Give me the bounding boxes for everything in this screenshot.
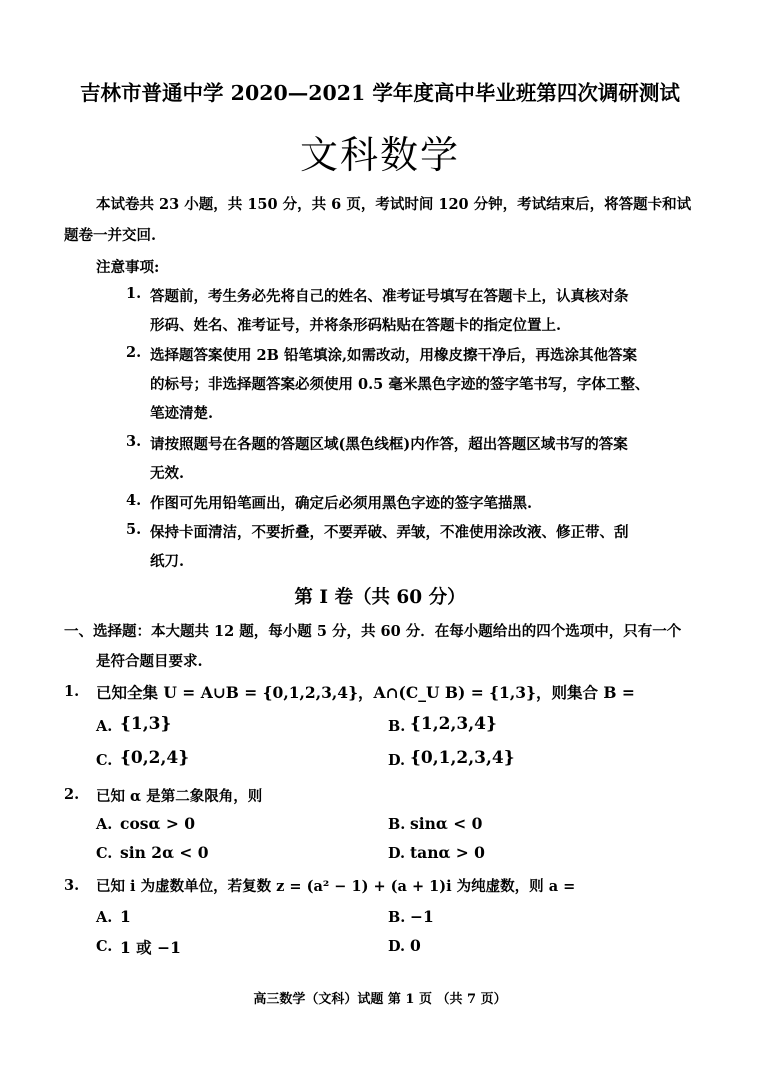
question-number: 2. — [64, 786, 80, 803]
option-label: A. — [96, 909, 113, 926]
intro-line-2: 题卷一并交回. — [64, 227, 157, 244]
option-label: D. — [388, 752, 406, 769]
question-number: 1. — [64, 683, 80, 700]
option-text: 1 — [120, 907, 131, 926]
question-number: 3. — [64, 877, 80, 894]
section-heading-line-2: 是符合题目要求. — [96, 653, 203, 670]
section-heading-line-1: 一、选择题：本大题共 12 题，每小题 5 分，共 60 分．在每小题给出的四个选项中，只有一个 — [64, 623, 682, 640]
exam-subtitle: 吉林市普通中学 2020—2021 学年度高中毕业班第四次调研测试 — [80, 81, 680, 105]
option-label: B. — [388, 718, 406, 735]
option-text: sinα < 0 — [410, 814, 483, 833]
notice-item-line: 的标号；非选择题答案必须使用 0.5 毫米黑色字迹的签字笔书写，字体工整、 — [150, 376, 650, 393]
option-label: B. — [388, 816, 406, 833]
notice-item-num: 1. — [126, 285, 142, 302]
option-label: C. — [96, 938, 113, 955]
notice-item-line: 纸刀. — [150, 553, 185, 570]
option-text: {1,2,3,4} — [410, 714, 497, 734]
option-label: B. — [388, 909, 406, 926]
notice-item-line: 答题前，考生务必先将自己的姓名、准考证号填写在答题卡上，认真核对条 — [150, 288, 629, 305]
section-title: 第 I 卷（共 60 分） — [294, 587, 466, 608]
notice-item-line: 形码、姓名、准考证号，并将条形码粘贴在答题卡的指定位置上. — [150, 317, 562, 334]
option-label: D. — [388, 845, 406, 862]
notice-item-line: 保持卡面清洁，不要折叠，不要弄破、弄皱，不准使用涂改液、修正带、刮 — [150, 524, 629, 541]
notice-item-num: 3. — [126, 433, 142, 450]
notice-heading: 注意事项: — [96, 259, 160, 276]
exam-title: 文科数学 — [299, 133, 460, 177]
option-text: {0,1,2,3,4} — [410, 748, 515, 768]
notice-item-line: 请按照题号在各题的答题区域(黑色线框)内作答，超出答题区域书写的答案 — [150, 436, 628, 453]
notice-item-line: 笔迹清楚. — [150, 405, 214, 422]
option-text: tanα > 0 — [410, 843, 485, 862]
option-label: A. — [96, 816, 113, 833]
notice-item-line: 无效. — [150, 465, 185, 482]
option-text: sin 2α < 0 — [120, 843, 209, 862]
option-text: 1 或 −1 — [120, 938, 181, 957]
option-label: C. — [96, 752, 113, 769]
option-text: cosα > 0 — [120, 814, 195, 833]
intro-line-1: 本试卷共 23 小题，共 150 分，共 6 页，考试时间 120 分钟，考试结束后，将答题卡和试 — [96, 196, 692, 213]
option-text: {1,3} — [120, 714, 172, 734]
option-label: A. — [96, 718, 113, 735]
page-footer: 高三数学（文科）试题 第 1 页 （共 7 页） — [253, 992, 507, 1007]
notice-item-line: 选择题答案使用 2B 铅笔填涂,如需改动，用橡皮擦干净后，再选涂其他答案 — [150, 347, 637, 364]
option-label: C. — [96, 845, 113, 862]
notice-item-num: 2. — [126, 344, 142, 361]
option-text: −1 — [410, 907, 434, 926]
option-text: 0 — [410, 936, 421, 955]
notice-item-num: 4. — [126, 492, 142, 509]
question-stem: 已知 i 为虚数单位，若复数 z = (a² − 1) + (a + 1)i 为纯虚数，则 a = — [96, 878, 576, 895]
notice-item-line: 作图可先用铅笔画出，确定后必须用黑色字迹的签字笔描黑. — [150, 495, 533, 512]
question-stem: 已知全集 U = A∪B = {0,1,2,3,4}，A∩(C_U B) = {1,3}，则集合 B = — [96, 683, 635, 702]
option-label: D. — [388, 938, 406, 955]
question-stem: 已知 α 是第二象限角，则 — [96, 788, 263, 805]
notice-item-num: 5. — [126, 521, 142, 538]
option-text: {0,2,4} — [120, 748, 190, 768]
